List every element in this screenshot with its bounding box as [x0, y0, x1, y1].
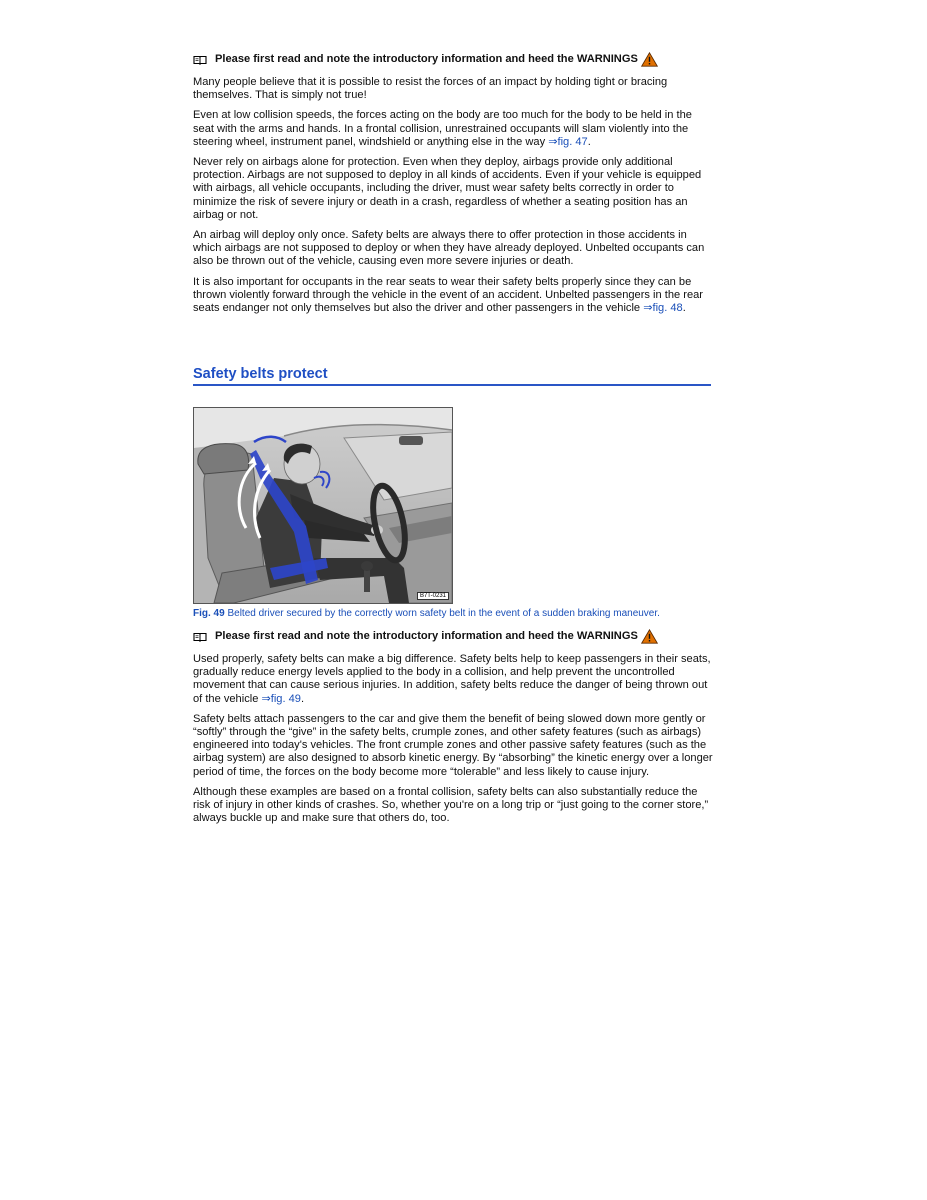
paragraph: Never rely on airbags alone for protection. Even when they deploy, airbags provide only additional protection. Airbags are not supposed to deploy in all kinds of accidents. Even if your vehicle is equipped with airbags, all vehicle occupants, including the driver, must wear safety belts correctly in order to minimize the risk of severe injury or death in a crash, regardless of whether a seating position has an airbag or not. [193, 156, 702, 221]
figure-caption [193, 608, 660, 619]
warning-triangle-icon[interactable] [641, 629, 658, 644]
paragraph: Used properly, safety belts can make a big difference. Safety belts help to keep passengers in their seats, gradually reduce energy levels applied to the body in a collision, and help prevent the uncontrolled movement that can cause serious injuries. In addition, safety belts reduce the danger of being thrown out of the vehicle ⇒fig. 49. [193, 653, 711, 705]
figure-code: B7T-0231 [417, 592, 449, 600]
driver-seatbelt-illustration [194, 408, 452, 603]
figure-caption-text: Belted driver secured by the correctly worn safety belt in the event of a sudden braking maneuver. [227, 608, 660, 619]
book-icon [193, 55, 207, 65]
paragraph: It is also important for occupants in the rear seats to wear their safety belts properly since they can be thrown violently forward through the vehicle in the event of an accident. Unbelted passengers in the rear seats endanger not only themselves but also the driver and other passengers in the vehicle ⇒fig. 48. [193, 275, 703, 315]
book-icon [193, 632, 207, 642]
fig-47-link[interactable]: ⇒fig. 47 [548, 135, 588, 148]
figure-label: Fig. 49 [193, 608, 225, 619]
warnings-notice [193, 52, 713, 67]
figure-49-illustration [193, 407, 453, 604]
paragraph: Although these examples are based on a frontal collision, safety belts can also substantially reduce the risk of injury in other kinds of crashes. So, whether you're on a long trip or “just going to the corner store,” always buckle up and make sure that others do, too. [193, 785, 709, 825]
notice-text: Please first read and note the introductory information and heed the WARNINGS [215, 629, 638, 642]
paragraph: An airbag will deploy only once. Safety belts are always there to offer protection in those accidents in which airbags are not supposed to deploy or when they have already deployed. Unbelted occupants can also be thrown out of the vehicle, causing even more severe injuries or death. [193, 229, 705, 268]
fig-49-link[interactable]: ⇒fig. 49 [261, 692, 301, 705]
fig-48-link[interactable]: ⇒fig. 48 [643, 302, 683, 315]
paragraph: Even at low collision speeds, the forces acting on the body are too much for the body to be held in the seat with the arms and hands. In a frontal collision, unrestrained occupants will slam violently into the steering wheel, instrument panel, windshield or anything else in the way ⇒fig. 47. [193, 109, 692, 148]
section-heading: Safety belts protect [193, 366, 711, 386]
section-2 [193, 629, 713, 825]
section-1 [193, 52, 713, 315]
warning-triangle-icon[interactable] [641, 52, 658, 67]
warnings-notice [193, 629, 713, 644]
paragraph: Many people believe that it is possible to resist the forces of an impact by holding tight or bracing themselves. That is simply not true! [193, 76, 668, 102]
paragraph: Safety belts attach passengers to the car and give them the benefit of being slowed down more gently or “softly” through the “give” in the safety belts, crumple zones, and other safety features (such as airbags) engineered into today's vehicles. The front crumple zones and other passive safety features (such as the airbag system) are also designed to absorb kinetic energy. By “absorbing” the kinetic energy over a longer period of time, the forces on the body become more “tolerable” and less likely to cause injury. [193, 712, 713, 778]
notice-text: Please first read and note the introductory information and heed the WARNINGS [215, 52, 638, 65]
